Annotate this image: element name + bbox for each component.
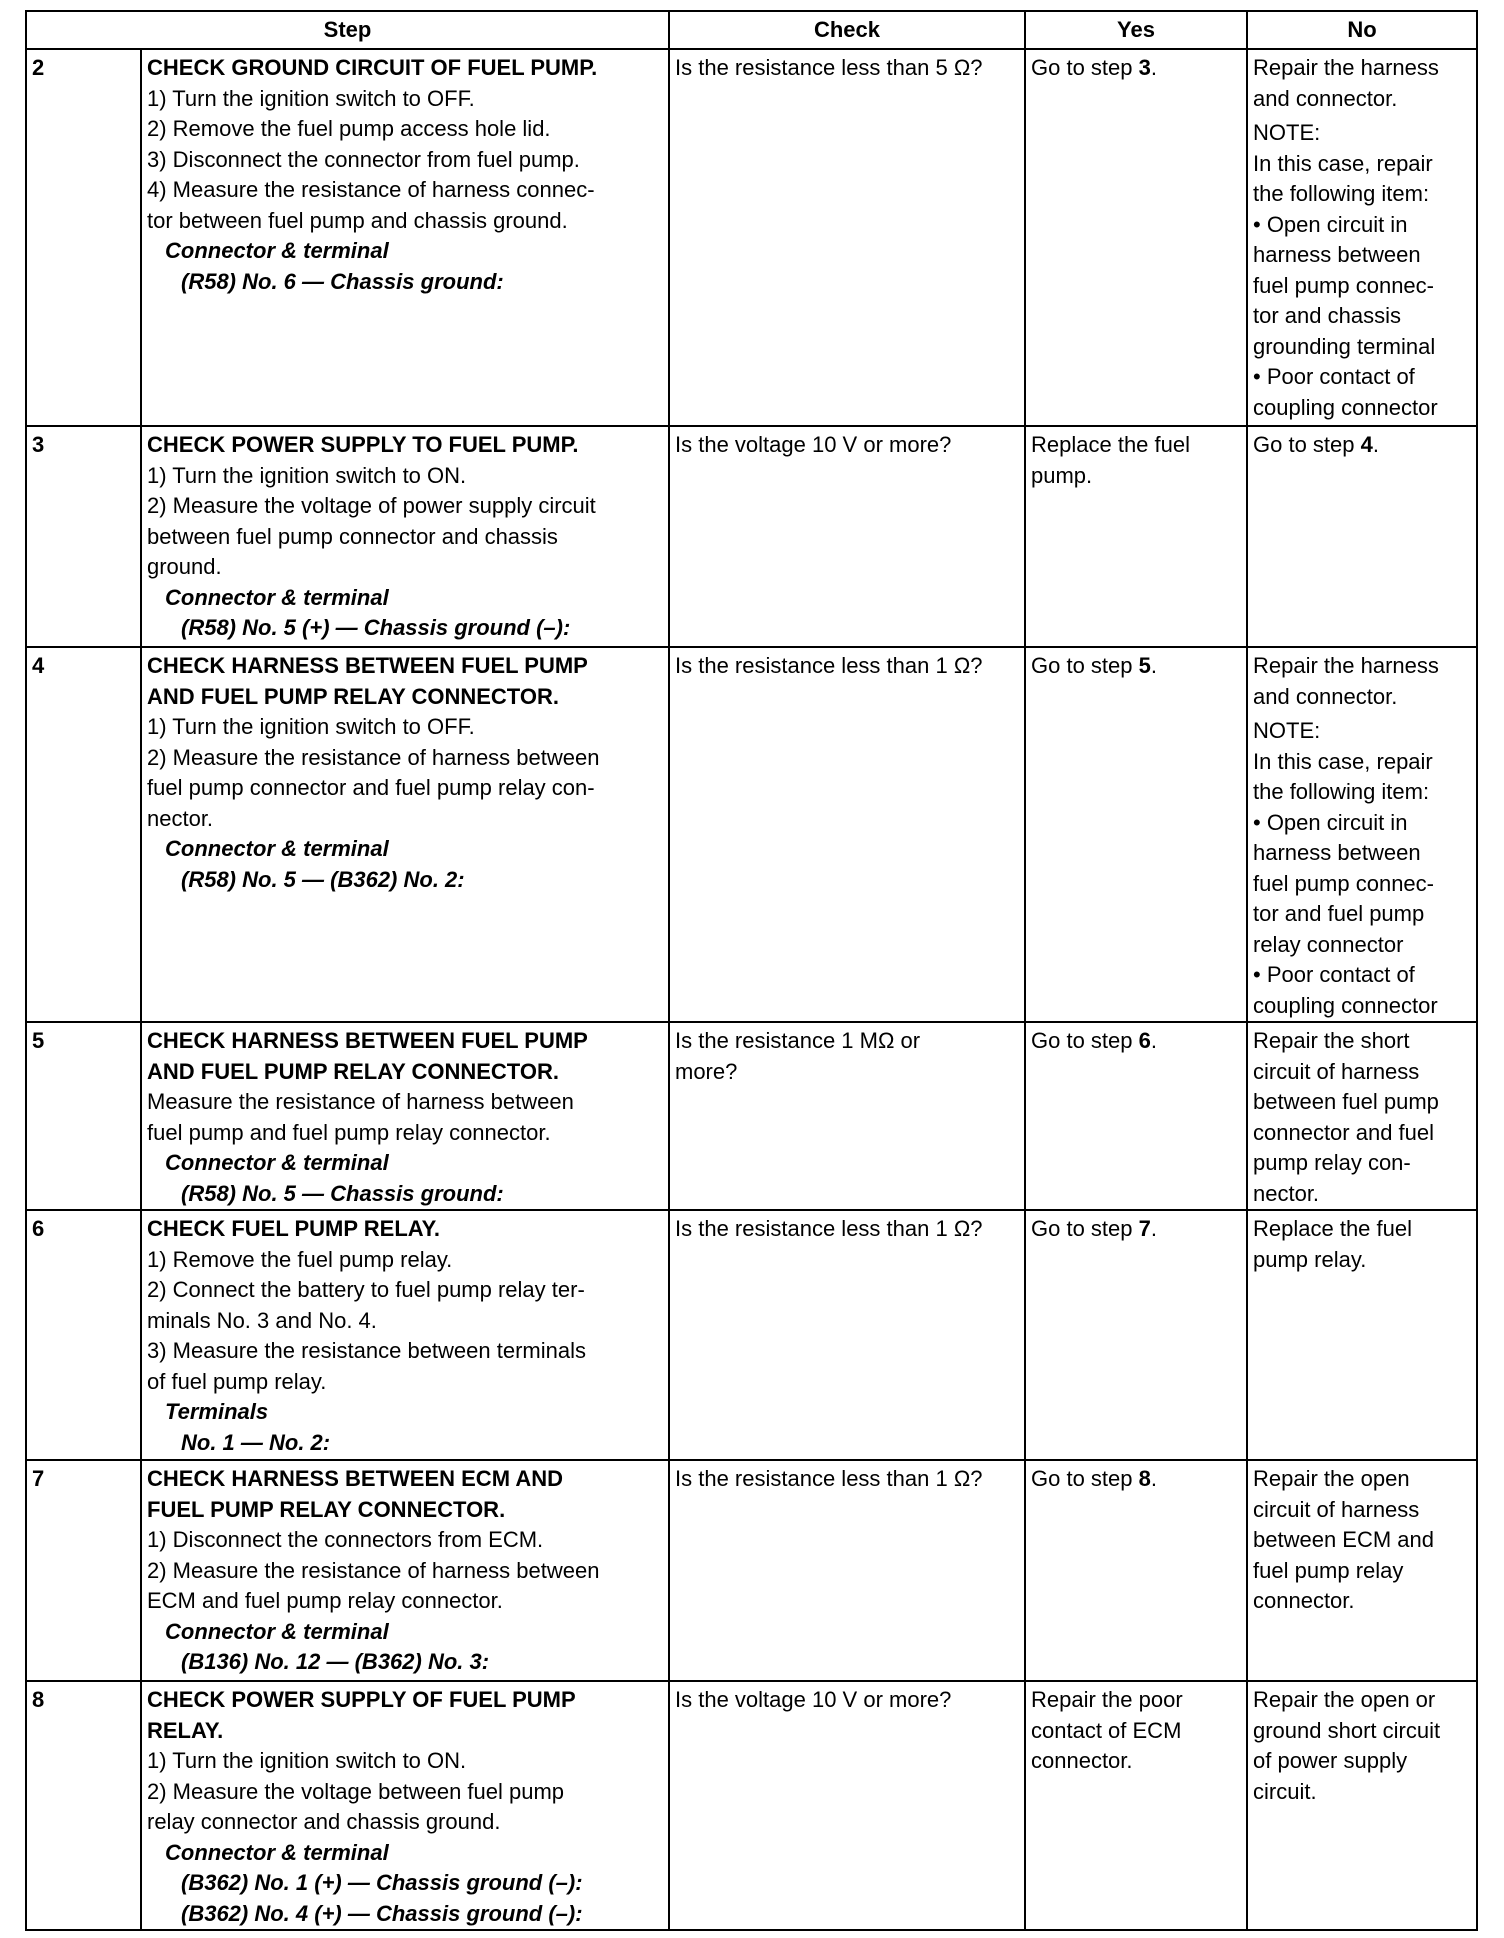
step-row-3: [26, 426, 1477, 647]
no-line: pump relay.: [1253, 1246, 1367, 1272]
no-cell: Go to step 4.: [1247, 426, 1477, 647]
step-line: between fuel pump connector and chassis: [147, 523, 558, 549]
check-cell: Is the resistance less than 1 Ω?: [669, 647, 1025, 1022]
yes-line: contact of ECM: [1031, 1717, 1182, 1743]
step-title: CHECK HARNESS BETWEEN FUEL PUMP: [147, 653, 588, 678]
step-line: 3) Disconnect the connector from fuel pump.: [147, 146, 580, 172]
step-title: CHECK HARNESS BETWEEN FUEL PUMP: [147, 1028, 588, 1053]
step-line: 2) Measure the voltage between fuel pump: [147, 1778, 565, 1804]
note-line: relay connector: [1253, 931, 1404, 957]
no-text: Go to step: [1253, 432, 1361, 457]
yes-step-ref: 8: [1138, 1466, 1151, 1491]
no-line: Replace the fuel: [1253, 1216, 1412, 1241]
connector-spec: (B136) No. 12 — (B362) No. 3:: [181, 1649, 490, 1674]
no-line: and connector.: [1253, 85, 1398, 111]
connector-heading: Connector & terminal: [165, 1839, 389, 1865]
step-cell: [141, 1210, 669, 1460]
step-row-4: [26, 647, 1477, 1022]
no-line: of power supply: [1253, 1748, 1408, 1773]
yes-cell: [1025, 426, 1247, 647]
check-cell: [669, 1022, 1025, 1210]
note-line: grounding terminal: [1253, 333, 1436, 359]
note-line: • Poor contact of: [1253, 962, 1415, 987]
step-line: minals No. 3 and No. 4.: [147, 1307, 377, 1333]
connector-spec: (R58) No. 5 — Chassis ground:: [181, 1180, 504, 1206]
step-title: RELAY.: [147, 1717, 224, 1743]
header-no: No: [1247, 11, 1477, 49]
step-row-6: [26, 1210, 1477, 1460]
note-line: the following item:: [1253, 181, 1430, 206]
step-cell: [141, 1460, 669, 1681]
step-title: CHECK POWER SUPPLY OF FUEL PUMP: [147, 1687, 576, 1712]
no-line: connector.: [1253, 1588, 1355, 1613]
note-line: coupling connector: [1253, 992, 1438, 1018]
no-cell: [1247, 1460, 1477, 1681]
no-line: fuel pump relay: [1253, 1557, 1404, 1583]
yes-text: Go to step: [1031, 1028, 1139, 1053]
step-line: ground.: [147, 554, 222, 579]
note-label: NOTE:: [1253, 120, 1321, 145]
step-row-7: [26, 1460, 1477, 1681]
connector-heading: Connector & terminal: [165, 584, 389, 610]
check-cell: Is the resistance less than 5 Ω?: [669, 49, 1025, 426]
step-cell: [141, 1022, 669, 1210]
terminals-heading: Terminals: [165, 1399, 269, 1424]
step-line: Measure the resistance of harness between: [147, 1089, 574, 1114]
yes-line: connector.: [1031, 1748, 1133, 1773]
yes-cell: Go to step 8.: [1025, 1460, 1247, 1681]
yes-text: Go to step: [1031, 653, 1139, 678]
no-line: between fuel pump: [1253, 1089, 1439, 1114]
no-line: Repair the open: [1253, 1466, 1410, 1491]
yes-cell: [1025, 1681, 1247, 1930]
no-line: circuit of harness: [1253, 1058, 1420, 1084]
step-title: CHECK GROUND CIRCUIT OF FUEL PUMP.: [147, 55, 598, 80]
check-cell: Is the voltage 10 V or more?: [669, 426, 1025, 647]
no-line: pump relay con-: [1253, 1150, 1411, 1175]
connector-heading: Connector & terminal: [165, 836, 389, 861]
header-yes: Yes: [1025, 11, 1247, 49]
note-line: coupling connector: [1253, 394, 1438, 420]
note-line: harness between: [1253, 840, 1421, 865]
connector-heading: Connector & terminal: [165, 238, 389, 263]
step-row-5: [26, 1022, 1477, 1210]
yes-line: Repair the poor: [1031, 1687, 1183, 1712]
connector-spec: (B362) No. 1 (+) — Chassis ground (–):: [181, 1870, 583, 1895]
step-line: nector.: [147, 805, 214, 831]
step-line: 1) Turn the ignition switch to ON.: [147, 462, 467, 488]
step-number: 5: [26, 1022, 141, 1210]
step-number: 2: [26, 49, 141, 426]
step-title: CHECK FUEL PUMP RELAY.: [147, 1216, 440, 1241]
yes-line: pump.: [1031, 462, 1093, 488]
step-line: 2) Measure the resistance of harness between: [147, 744, 600, 770]
no-cell: [1247, 1681, 1477, 1930]
header-step: Step: [26, 11, 669, 49]
step-line: 1) Disconnect the connectors from ECM.: [147, 1527, 544, 1552]
note-line: • Poor contact of: [1253, 364, 1415, 389]
check-line: Is the resistance 1 MΩ or: [675, 1028, 921, 1053]
note-line: • Open circuit in: [1253, 211, 1408, 237]
note-line: tor and fuel pump: [1253, 901, 1425, 926]
terminals-spec: No. 1 — No. 2:: [181, 1429, 331, 1455]
no-line: Repair the short: [1253, 1028, 1410, 1053]
step-number: 3: [26, 426, 141, 647]
no-cell: [1247, 49, 1477, 426]
step-line: 1) Turn the ignition switch to ON.: [147, 1748, 467, 1773]
connector-spec: (B362) No. 4 (+) — Chassis ground (–):: [181, 1900, 583, 1926]
step-title: CHECK POWER SUPPLY TO FUEL PUMP.: [147, 432, 579, 457]
yes-cell: Go to step 5.: [1025, 647, 1247, 1022]
step-row-8: [26, 1681, 1477, 1930]
step-line: 2) Connect the battery to fuel pump relay ter-: [147, 1277, 585, 1302]
step-number: 7: [26, 1460, 141, 1681]
step-line: 2) Remove the fuel pump access hole lid.: [147, 116, 551, 141]
header-row: [26, 11, 1477, 49]
step-cell: [141, 426, 669, 647]
header-check: Check: [669, 11, 1025, 49]
check-cell: Is the voltage 10 V or more?: [669, 1681, 1025, 1930]
step-line: 1) Turn the ignition switch to OFF.: [147, 714, 475, 739]
check-line: more?: [675, 1058, 738, 1084]
yes-cell: Go to step 3.: [1025, 49, 1247, 426]
yes-text: Go to step: [1031, 1216, 1139, 1241]
check-cell: Is the resistance less than 1 Ω?: [669, 1460, 1025, 1681]
step-title: FUEL PUMP RELAY CONNECTOR.: [147, 1496, 506, 1522]
step-line: 2) Measure the resistance of harness between: [147, 1557, 600, 1583]
yes-text: Go to step: [1031, 1466, 1139, 1491]
yes-text: Go to step: [1031, 55, 1139, 80]
connector-heading: Connector & terminal: [165, 1150, 389, 1175]
note-line: fuel pump connec-: [1253, 870, 1434, 896]
step-title: CHECK HARNESS BETWEEN ECM AND: [147, 1466, 563, 1491]
note-line: tor and chassis: [1253, 303, 1401, 328]
no-line: connector and fuel: [1253, 1119, 1435, 1145]
step-line: tor between fuel pump and chassis ground.: [147, 207, 568, 233]
yes-step-ref: 5: [1138, 653, 1151, 678]
no-line: Repair the open or: [1253, 1687, 1436, 1712]
no-line: Repair the harness: [1253, 55, 1439, 80]
no-cell: [1247, 647, 1477, 1022]
no-line: nector.: [1253, 1180, 1320, 1206]
step-cell: [141, 49, 669, 426]
note-line: In this case, repair: [1253, 748, 1433, 774]
check-cell: Is the resistance less than 1 Ω?: [669, 1210, 1025, 1460]
note-line: the following item:: [1253, 779, 1430, 804]
connector-spec: (R58) No. 5 — (B362) No. 2:: [181, 866, 465, 892]
connector-spec: (R58) No. 5 (+) — Chassis ground (–):: [181, 615, 571, 640]
step-line: of fuel pump relay.: [147, 1368, 327, 1394]
no-line: circuit.: [1253, 1778, 1317, 1804]
step-title: AND FUEL PUMP RELAY CONNECTOR.: [147, 683, 559, 709]
step-row-2: [26, 49, 1477, 426]
yes-step-ref: 7: [1138, 1216, 1151, 1241]
diagnostic-table: [25, 10, 1478, 1931]
step-number: 4: [26, 647, 141, 1022]
step-line: 1) Turn the ignition switch to OFF.: [147, 85, 475, 111]
yes-step-ref: 6: [1138, 1028, 1151, 1053]
note-line: harness between: [1253, 242, 1421, 267]
note-line: fuel pump connec-: [1253, 272, 1434, 298]
step-cell: [141, 1681, 669, 1930]
step-number: 6: [26, 1210, 141, 1460]
no-line: circuit of harness: [1253, 1496, 1420, 1522]
no-step-ref: 4: [1360, 432, 1373, 457]
step-cell: [141, 647, 669, 1022]
note-line: • Open circuit in: [1253, 809, 1408, 835]
step-line: 2) Measure the voltage of power supply circuit: [147, 493, 596, 518]
note-line: In this case, repair: [1253, 150, 1433, 176]
step-line: 1) Remove the fuel pump relay.: [147, 1246, 453, 1272]
step-line: fuel pump connector and fuel pump relay con-: [147, 775, 595, 800]
step-line: relay connector and chassis ground.: [147, 1809, 501, 1834]
no-cell: [1247, 1210, 1477, 1460]
yes-cell: Go to step 6.: [1025, 1022, 1247, 1210]
no-line: Repair the harness: [1253, 653, 1439, 678]
note-label: NOTE:: [1253, 718, 1321, 743]
step-number: 8: [26, 1681, 141, 1930]
step-line: fuel pump and fuel pump relay connector.: [147, 1119, 551, 1145]
step-line: 3) Measure the resistance between terminals: [147, 1338, 586, 1363]
no-line: and connector.: [1253, 683, 1398, 709]
connector-heading: Connector & terminal: [165, 1618, 389, 1644]
step-line: 4) Measure the resistance of harness connec-: [147, 177, 595, 202]
yes-step-ref: 3: [1138, 55, 1151, 80]
no-line: between ECM and: [1253, 1527, 1434, 1552]
no-cell: [1247, 1022, 1477, 1210]
no-line: ground short circuit: [1253, 1717, 1441, 1743]
connector-spec: (R58) No. 6 — Chassis ground:: [181, 268, 504, 294]
yes-line: Replace the fuel: [1031, 432, 1190, 457]
step-line: ECM and fuel pump relay connector.: [147, 1588, 503, 1613]
yes-cell: Go to step 7.: [1025, 1210, 1247, 1460]
step-title: AND FUEL PUMP RELAY CONNECTOR.: [147, 1058, 559, 1084]
